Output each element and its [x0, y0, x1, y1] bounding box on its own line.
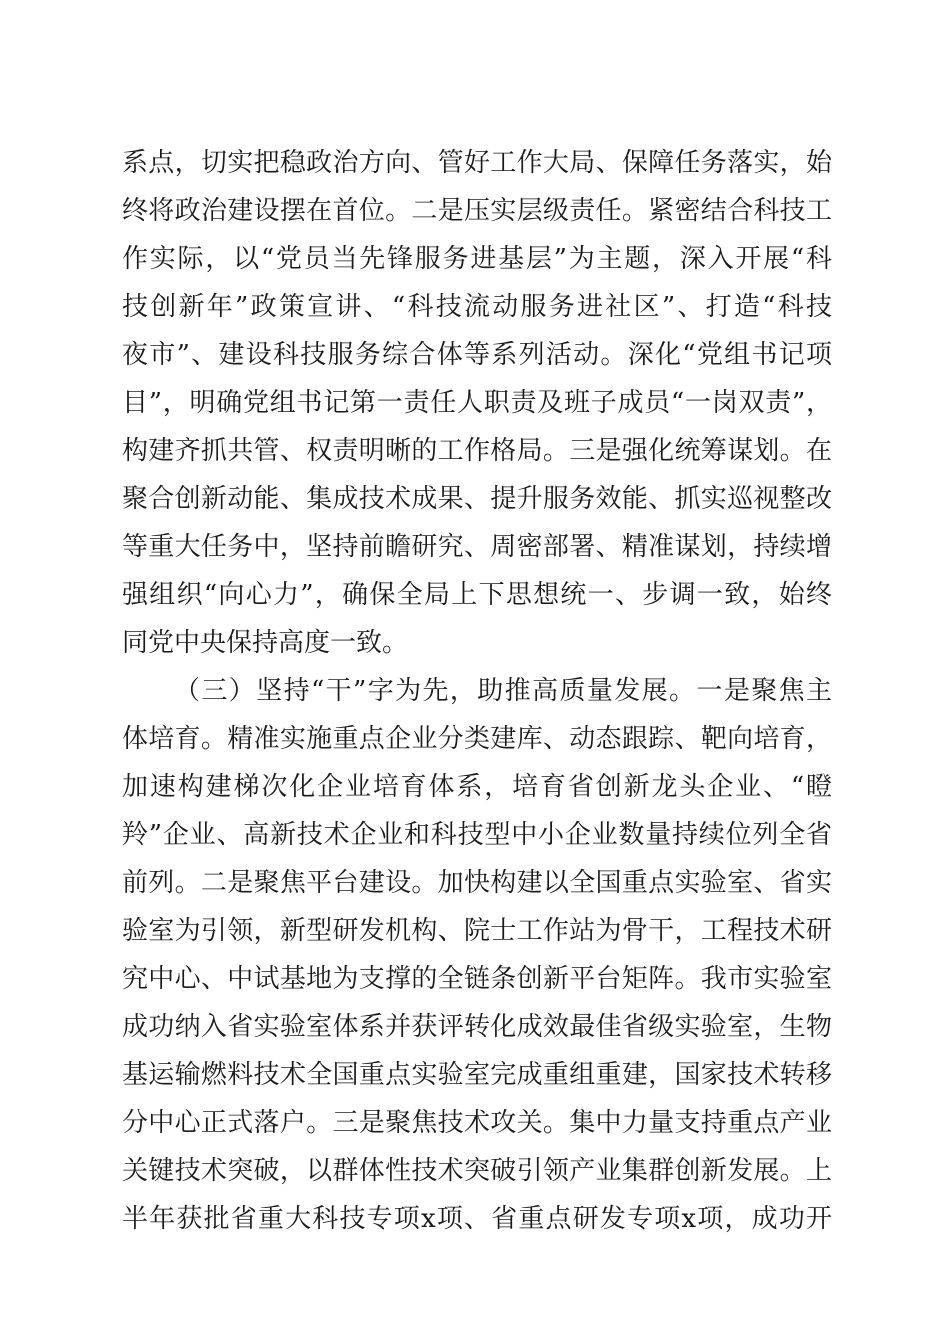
text-line: 终将政治建设摆在首位。二是压实层级责任。紧密结合科技工 — [122, 196, 832, 226]
text-line: 构建齐抓共管、权责明晰的工作格局。三是强化统筹谋划。在 — [122, 436, 832, 466]
text-line: 羚”企业、高新技术企业和科技型中小企业数量持续位列全省 — [122, 820, 832, 850]
text-line: 验室为引领，新型研发机构、院士工作站为骨干，工程技术研 — [122, 916, 832, 946]
text-line: 加速构建梯次化企业培育体系，培育省创新龙头企业、“瞪 — [122, 772, 832, 802]
text-line: 体培育。精准实施重点企业分类建库、动态跟踪、靶向培育， — [122, 724, 832, 754]
text-line: 前列。二是聚焦平台建设。加快构建以全国重点实验室、省实 — [122, 868, 832, 898]
text-line: 半年获批省重大科技专项x项、省重点研发专项x项，成功开 — [122, 1204, 832, 1234]
text-line: 聚合创新动能、集成技术成果、提升服务效能、抓实巡视整改 — [122, 484, 832, 514]
section-heading-line: （三）坚持“干”字为先，助推高质量发展。一是聚焦主 — [174, 676, 832, 706]
body-text — [122, 139, 832, 1243]
text-line: 等重大任务中，坚持前瞻研究、周密部署、精准谋划，持续增 — [122, 532, 832, 562]
text-line: 究中心、中试基地为支撑的全链条创新平台矩阵。我市实验室 — [122, 964, 832, 994]
text-line: 目”，明确党组书记第一责任人职责及班子成员“一岗双责”， — [122, 388, 832, 418]
text-line: 基运输燃料技术全国重点实验室完成重组重建，国家技术转移 — [122, 1060, 832, 1090]
text-line: 系点，切实把稳政治方向、管好工作大局、保障任务落实，始 — [122, 148, 832, 178]
text-line: 分中心正式落户。三是聚焦技术攻关。集中力量支持重点产业 — [122, 1108, 832, 1138]
text-line: 技创新年”政策宣讲、“科技流动服务进社区”、打造“科技 — [122, 292, 832, 322]
text-line: 强组织“向心力”，确保全局上下思想统一、步调一致，始终 — [122, 580, 832, 610]
paragraph-end-line: 同党中央保持高度一致。 — [122, 628, 409, 658]
text-line: 关键技术突破，以群体性技术突破引领产业集群创新发展。上 — [122, 1156, 832, 1186]
text-line: 作实际，以“党员当先锋服务进基层”为主题，深入开展“科 — [122, 244, 832, 274]
text-line: 成功纳入省实验室体系并获评转化成效最佳省级实验室，生物 — [122, 1012, 832, 1042]
text-line: 夜市”、建设科技服务综合体等系列活动。深化“党组书记项 — [122, 340, 832, 370]
